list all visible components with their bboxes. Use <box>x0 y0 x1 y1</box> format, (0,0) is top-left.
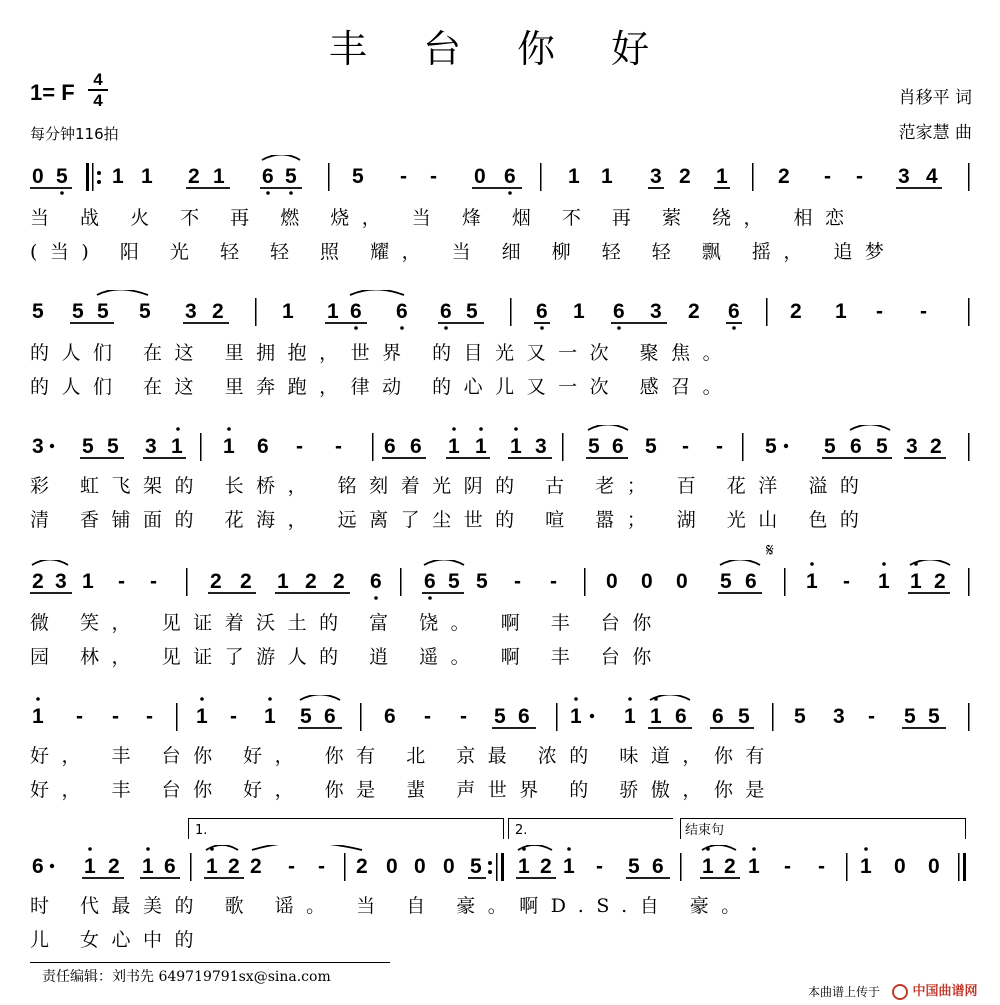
svg-text:6: 6 <box>257 435 269 458</box>
svg-text:-: - <box>824 165 831 188</box>
score-row-5 <box>0 695 1000 815</box>
lyric-line-5a: 好， 丰 台你 好， 你有 北 京最 浓的 味道，你有 <box>30 745 777 767</box>
upload-note: 本曲谱上传于 <box>808 985 881 999</box>
svg-text:6: 6 <box>504 165 516 188</box>
svg-text:2: 2 <box>930 435 942 458</box>
svg-text:2: 2 <box>934 570 946 593</box>
svg-text:6: 6 <box>410 435 422 458</box>
score-row-4 <box>0 540 1000 680</box>
svg-text:0: 0 <box>386 855 398 878</box>
svg-text:-: - <box>296 435 303 458</box>
svg-text:-: - <box>146 705 153 728</box>
svg-text:3: 3 <box>898 165 910 188</box>
svg-text:1: 1 <box>196 705 208 728</box>
svg-text:3: 3 <box>650 300 662 323</box>
svg-text:6: 6 <box>424 570 436 593</box>
ending-bracket <box>680 818 966 839</box>
svg-text:5: 5 <box>628 855 640 878</box>
svg-text:5: 5 <box>352 165 364 188</box>
volta-second-label: 2. <box>515 823 528 838</box>
svg-text:6: 6 <box>384 705 396 728</box>
ending-label: 结束句 <box>685 823 725 838</box>
lyric-line-6a: 时 代最美的 歌 谣。 当 自 豪。啊D.S.自 豪。 <box>30 895 753 917</box>
svg-text:0: 0 <box>474 165 486 188</box>
svg-text:5: 5 <box>300 705 312 728</box>
svg-text:1: 1 <box>835 300 847 323</box>
footer-divider <box>30 962 390 963</box>
svg-text:5: 5 <box>765 435 777 458</box>
svg-text:1: 1 <box>142 855 154 878</box>
svg-text:4: 4 <box>926 165 938 188</box>
svg-text:1: 1 <box>510 435 522 458</box>
svg-text:5: 5 <box>824 435 836 458</box>
svg-text:1: 1 <box>475 435 487 458</box>
svg-text:3: 3 <box>185 300 197 323</box>
svg-text:-: - <box>118 570 125 593</box>
lyric-line-1a: 当 战 火 不 再 燃 烧， 当 烽 烟 不 再 萦 绕， 相恋 <box>30 207 857 229</box>
svg-text:3: 3 <box>535 435 547 458</box>
svg-text:2: 2 <box>790 300 802 323</box>
svg-text:6: 6 <box>850 435 862 458</box>
lyric-line-3a: 彩 虹飞架的 长桥， 铭刻着光阴的 古 老； 百 花洋 溢的 <box>30 475 872 497</box>
svg-text:5: 5 <box>738 705 750 728</box>
svg-text:0: 0 <box>928 855 940 878</box>
svg-text:6: 6 <box>728 300 740 323</box>
svg-text:3: 3 <box>55 570 67 593</box>
svg-text:2: 2 <box>250 855 262 878</box>
svg-text:2: 2 <box>724 855 736 878</box>
svg-text:-: - <box>550 570 557 593</box>
svg-text:1: 1 <box>213 165 225 188</box>
svg-text:-: - <box>596 855 603 878</box>
svg-text:-: - <box>400 165 407 188</box>
lyric-line-4a: 微 笑， 见证着沃土的 富 饶。 啊 丰 台你 <box>30 612 664 634</box>
svg-text:5: 5 <box>285 165 297 188</box>
svg-text:1: 1 <box>860 855 872 878</box>
svg-text:2: 2 <box>32 570 44 593</box>
svg-text:1: 1 <box>84 855 96 878</box>
svg-text:5: 5 <box>97 300 109 323</box>
svg-text:1: 1 <box>518 855 530 878</box>
svg-text:0: 0 <box>32 165 44 188</box>
time-signature <box>88 70 108 110</box>
svg-text:5: 5 <box>876 435 888 458</box>
svg-text:5: 5 <box>72 300 84 323</box>
svg-text:1: 1 <box>327 300 339 323</box>
svg-text:5: 5 <box>720 570 732 593</box>
svg-text:0: 0 <box>894 855 906 878</box>
svg-text:2: 2 <box>188 165 200 188</box>
lyric-line-3b: 清 香铺面的 花海， 远离了尘世的 喧 嚣； 湖 光山 色的 <box>30 509 872 531</box>
svg-text:5: 5 <box>32 300 44 323</box>
svg-text:-: - <box>424 705 431 728</box>
notation-row-4 <box>0 560 1000 610</box>
svg-text:6: 6 <box>613 300 625 323</box>
svg-text:5: 5 <box>470 855 482 878</box>
svg-text:1: 1 <box>806 570 818 593</box>
svg-text:-: - <box>460 705 467 728</box>
svg-text:6: 6 <box>612 435 624 458</box>
svg-text:5: 5 <box>645 435 657 458</box>
logo-icon <box>892 984 908 1000</box>
svg-text:5: 5 <box>448 570 460 593</box>
svg-text:1: 1 <box>624 705 636 728</box>
site-logo[interactable] <box>892 980 978 1000</box>
svg-text:3: 3 <box>650 165 662 188</box>
svg-text:1: 1 <box>223 435 235 458</box>
svg-text:1: 1 <box>563 855 575 878</box>
svg-text:-: - <box>430 165 437 188</box>
svg-text:6: 6 <box>518 705 530 728</box>
svg-text:6: 6 <box>745 570 757 593</box>
svg-text:6: 6 <box>262 165 274 188</box>
svg-text:-: - <box>843 570 850 593</box>
svg-text:1: 1 <box>570 705 582 728</box>
score-row-3 <box>0 425 1000 545</box>
lyric-line-2a: 的人们 在这 里拥抱，世界 的目光又一次 聚焦。 <box>30 342 735 364</box>
svg-text:1: 1 <box>573 300 585 323</box>
svg-text:1: 1 <box>702 855 714 878</box>
page-title: 丰 台 你 好 <box>328 27 672 71</box>
footer-editor: 责任编辑：刘书先 649719791sx@sina.com <box>42 969 331 985</box>
svg-text:2: 2 <box>240 570 252 593</box>
svg-text:0: 0 <box>443 855 455 878</box>
volta-second-bracket <box>508 818 673 839</box>
svg-text:2: 2 <box>108 855 120 878</box>
svg-text:2: 2 <box>305 570 317 593</box>
svg-text:0: 0 <box>641 570 653 593</box>
svg-text:-: - <box>682 435 689 458</box>
svg-text:6: 6 <box>164 855 176 878</box>
svg-text:5: 5 <box>476 570 488 593</box>
svg-text:1: 1 <box>82 570 94 593</box>
svg-text:-: - <box>856 165 863 188</box>
time-sig-bottom: 4 <box>88 89 108 110</box>
svg-text:-: - <box>150 570 157 593</box>
svg-text:-: - <box>868 705 875 728</box>
svg-text:2: 2 <box>212 300 224 323</box>
svg-text:-: - <box>335 435 342 458</box>
notation-row-2 <box>0 290 1000 340</box>
svg-text:5: 5 <box>588 435 600 458</box>
tempo-marking: 每分钟116拍 <box>30 125 119 143</box>
svg-text:2: 2 <box>688 300 700 323</box>
svg-text:5: 5 <box>139 300 151 323</box>
svg-text:5: 5 <box>904 705 916 728</box>
svg-text:6: 6 <box>370 570 382 593</box>
svg-text:1: 1 <box>264 705 276 728</box>
svg-text:-: - <box>876 300 883 323</box>
svg-text:5: 5 <box>928 705 940 728</box>
svg-text:1: 1 <box>171 435 183 458</box>
svg-text:6: 6 <box>675 705 687 728</box>
svg-text:5: 5 <box>56 165 68 188</box>
svg-text:3: 3 <box>145 435 157 458</box>
svg-text:1: 1 <box>601 165 613 188</box>
svg-text:1: 1 <box>748 855 760 878</box>
svg-text:5: 5 <box>794 705 806 728</box>
notation-row-5 <box>0 695 1000 745</box>
svg-text:2: 2 <box>356 855 368 878</box>
svg-text:5: 5 <box>82 435 94 458</box>
svg-text:-: - <box>818 855 825 878</box>
svg-text:2: 2 <box>778 165 790 188</box>
svg-text:1: 1 <box>112 165 124 188</box>
svg-text:0: 0 <box>676 570 688 593</box>
svg-text:2: 2 <box>540 855 552 878</box>
score-row-1 <box>0 155 1000 275</box>
segno-sign: 𝄋 <box>766 540 774 561</box>
notation-row-3 <box>0 425 1000 475</box>
svg-text:3: 3 <box>906 435 918 458</box>
svg-text:0: 0 <box>414 855 426 878</box>
svg-text:-: - <box>514 570 521 593</box>
svg-text:2: 2 <box>210 570 222 593</box>
svg-text:-: - <box>716 435 723 458</box>
svg-text:0: 0 <box>606 570 618 593</box>
svg-text:1: 1 <box>650 705 662 728</box>
notation-row-1 <box>0 155 1000 205</box>
svg-text:5: 5 <box>107 435 119 458</box>
svg-text:3: 3 <box>32 435 44 458</box>
svg-text:6: 6 <box>324 705 336 728</box>
svg-text:-: - <box>920 300 927 323</box>
svg-text:-: - <box>112 705 119 728</box>
lyricist-credit: 肖移平 词 <box>898 88 972 108</box>
svg-text:6: 6 <box>32 855 44 878</box>
time-sig-top: 4 <box>93 70 103 89</box>
volta-first-label: 1. <box>195 823 208 838</box>
svg-text:2: 2 <box>228 855 240 878</box>
lyric-line-4b: 园 林， 见证了游人的 逍 遥。 啊 丰 台你 <box>30 646 664 668</box>
svg-text:1: 1 <box>878 570 890 593</box>
volta-first-bracket <box>188 818 504 839</box>
lyric-line-5b: 好， 丰 台你 好， 你是 蜚 声世界 的 骄傲，你是 <box>30 779 777 801</box>
svg-text:1: 1 <box>141 165 153 188</box>
svg-text:6: 6 <box>396 300 408 323</box>
site-name: 中国曲谱网 <box>912 984 978 999</box>
svg-text:1: 1 <box>910 570 922 593</box>
svg-text:6: 6 <box>712 705 724 728</box>
svg-text:5: 5 <box>466 300 478 323</box>
svg-text:-: - <box>318 855 325 878</box>
svg-text:-: - <box>76 705 83 728</box>
svg-text:1: 1 <box>277 570 289 593</box>
svg-text:6: 6 <box>440 300 452 323</box>
svg-text:6: 6 <box>652 855 664 878</box>
score-row-2 <box>0 290 1000 410</box>
key-signature: 1= F <box>30 80 75 105</box>
score-row-6 <box>0 845 1000 965</box>
svg-text:6: 6 <box>536 300 548 323</box>
svg-text:2: 2 <box>333 570 345 593</box>
lyric-line-1b: (当) 阳 光 轻 轻 照 耀， 当 细 柳 轻 轻 飘 摇， 追梦 <box>30 241 897 263</box>
svg-text:-: - <box>784 855 791 878</box>
svg-text:3: 3 <box>833 705 845 728</box>
svg-text:1: 1 <box>206 855 218 878</box>
lyric-line-6b: 儿 女心中的 <box>30 929 207 951</box>
svg-text:6: 6 <box>350 300 362 323</box>
svg-text:1: 1 <box>282 300 294 323</box>
svg-text:6: 6 <box>384 435 396 458</box>
svg-text:2: 2 <box>679 165 691 188</box>
svg-text:1: 1 <box>448 435 460 458</box>
svg-text:1: 1 <box>716 165 728 188</box>
svg-text:-: - <box>288 855 295 878</box>
composer-credit: 范家慧 曲 <box>898 123 972 143</box>
svg-text:1: 1 <box>32 705 44 728</box>
svg-text:5: 5 <box>494 705 506 728</box>
svg-text:-: - <box>230 705 237 728</box>
svg-text:1: 1 <box>568 165 580 188</box>
lyric-line-2b: 的人们 在这 里奔跑，律动 的心儿又一次 感召。 <box>30 376 735 398</box>
notation-row-6 <box>0 845 1000 895</box>
